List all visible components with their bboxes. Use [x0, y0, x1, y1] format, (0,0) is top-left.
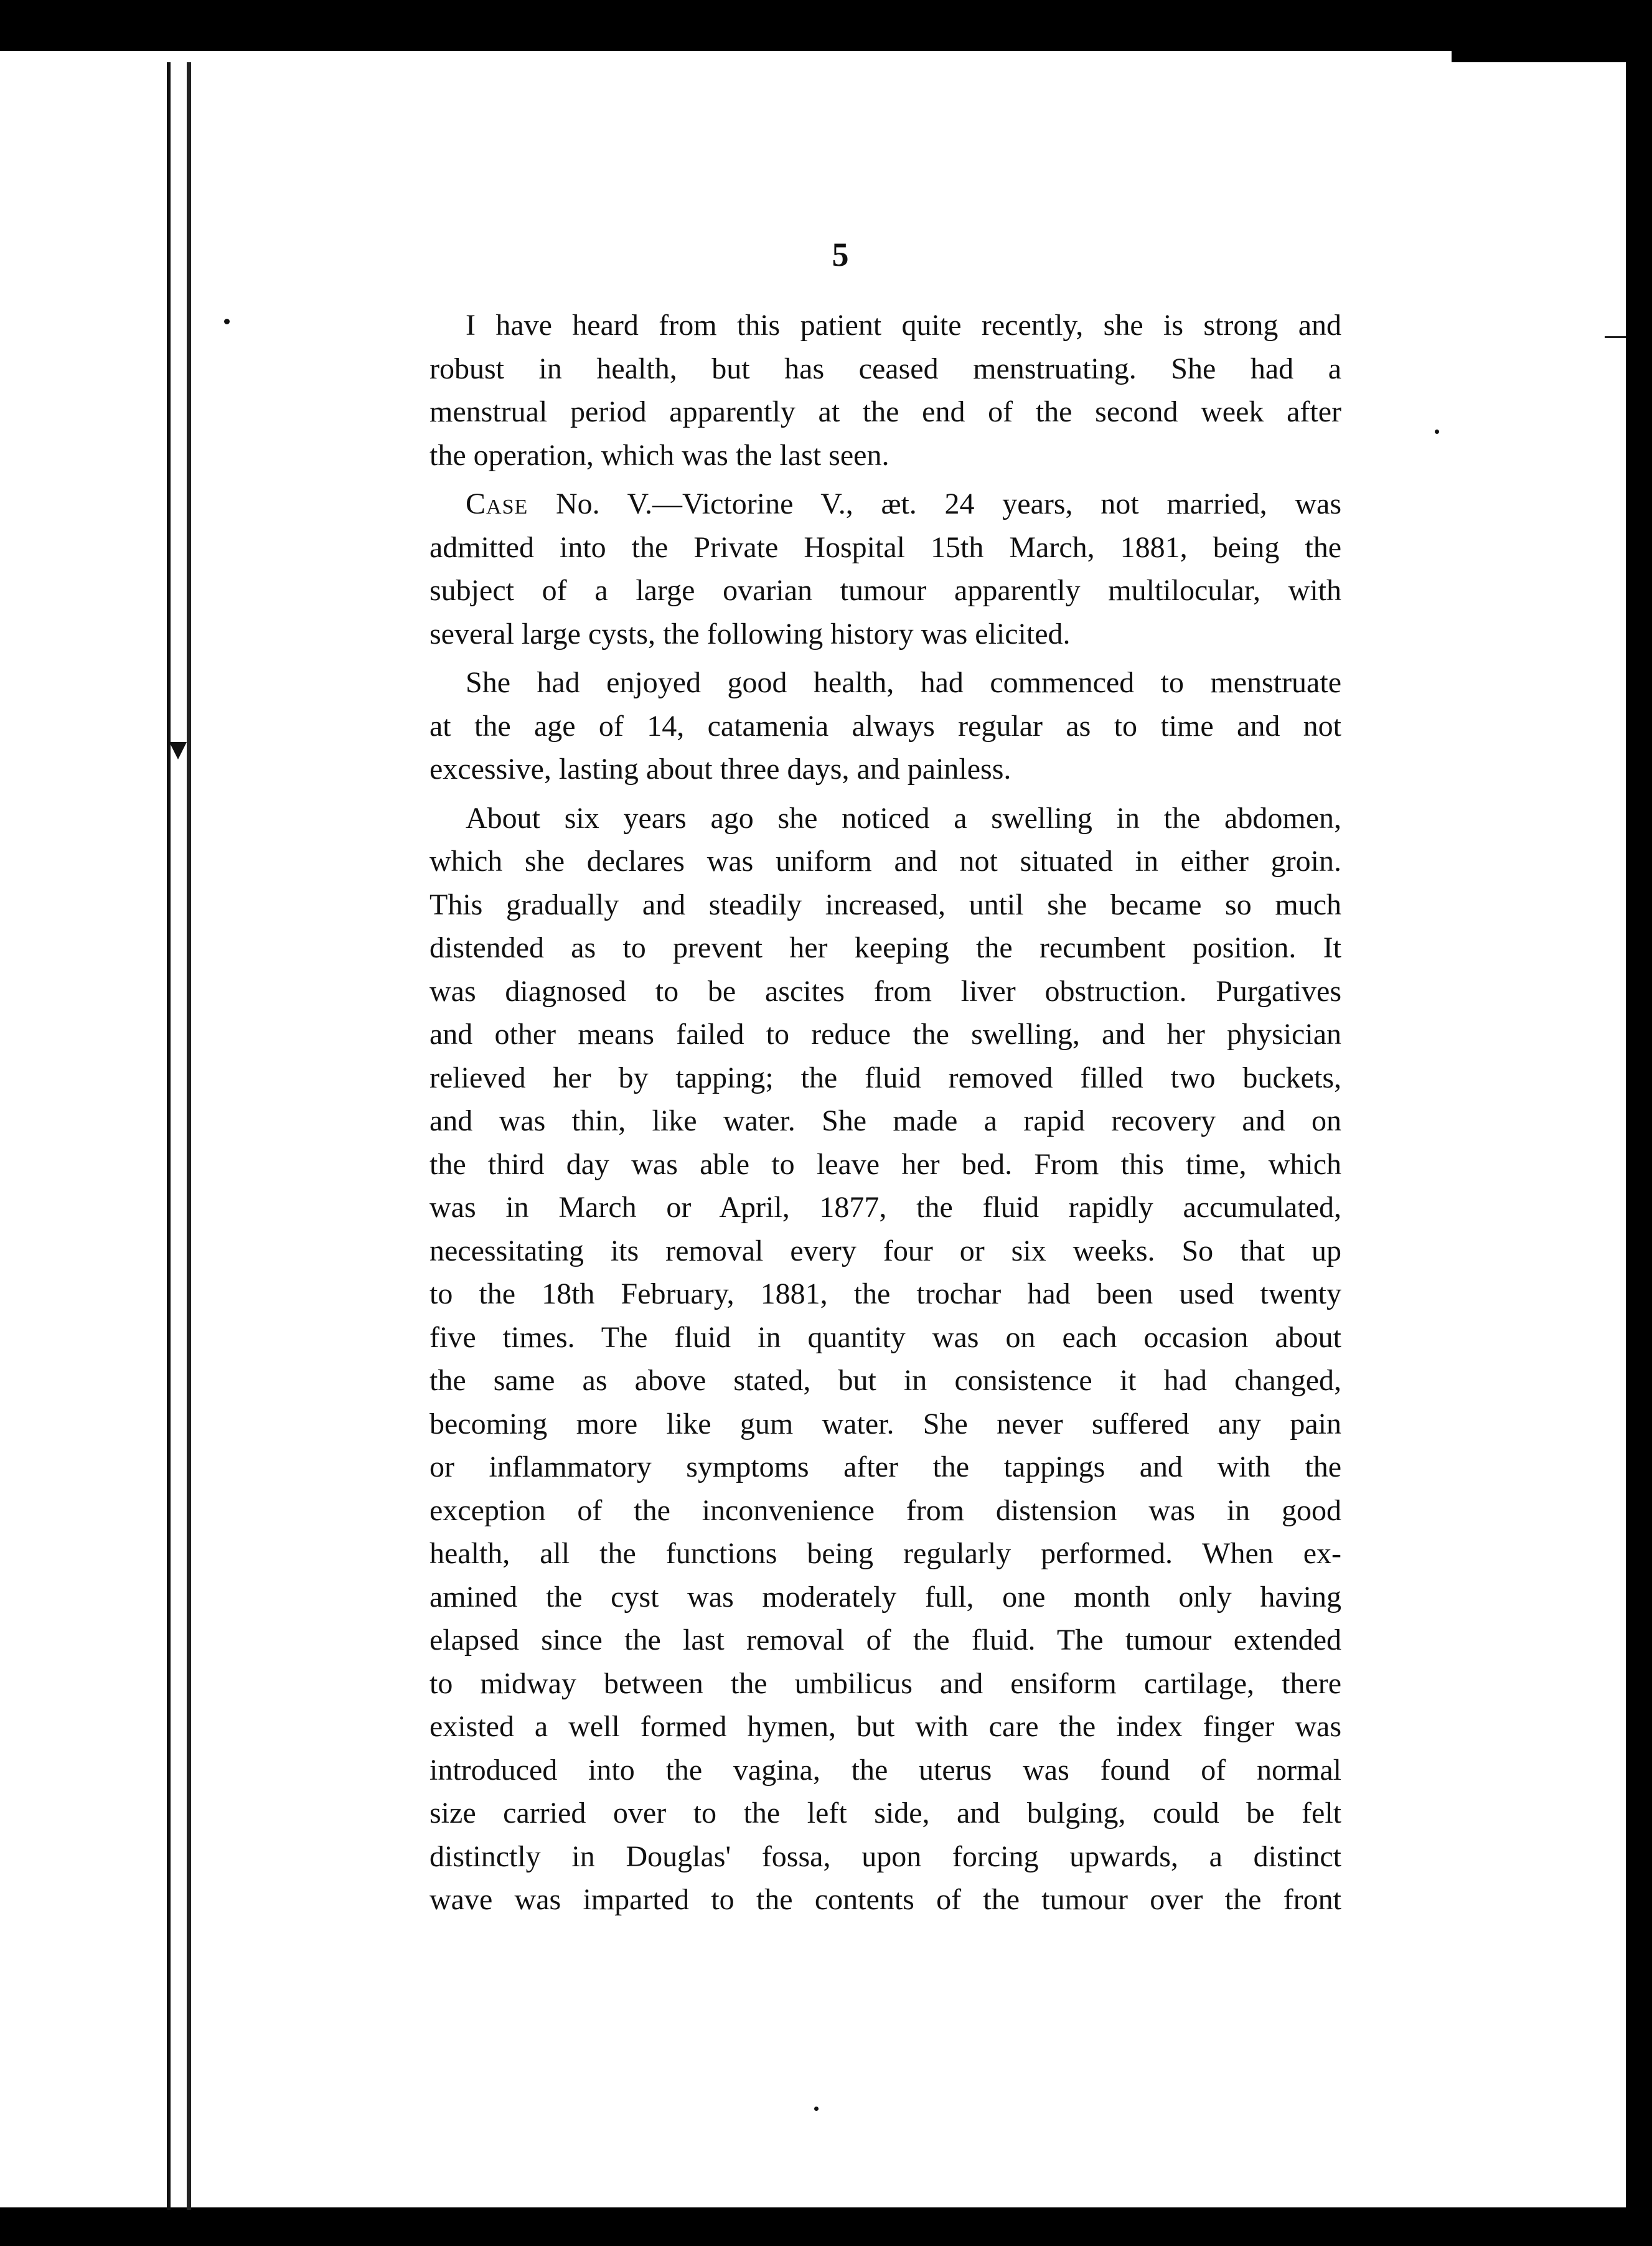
text-line: wave was imparted to the contents of the tumour over the front — [429, 1883, 1341, 1916]
margin-marker-icon — [169, 742, 187, 759]
scan-speck — [814, 2107, 819, 2111]
text-line: was in March or April, 1877, the fluid rapidly accumulated, — [429, 1191, 1341, 1224]
text-line: introduced into the vagina, the uterus was found of normal — [429, 1753, 1341, 1787]
scan-border-notch — [1452, 51, 1626, 62]
text-line: admitted into the Private Hospital 15th March, 1881, being the — [429, 530, 1341, 564]
text-line: the same as above stated, but in consistence it had changed, — [429, 1364, 1341, 1397]
text-line: size carried over to the left side, and bulging, could be felt — [429, 1797, 1341, 1830]
text-line: menstrual period apparently at the end of the second week after — [429, 395, 1341, 428]
scan-border-right — [1626, 0, 1652, 2246]
text-line: or inflammatory symptoms after the tappings and with the — [429, 1450, 1341, 1483]
text-line: the operation, which was the last seen. — [429, 438, 889, 472]
paragraph-case-five — [429, 482, 1341, 655]
text-line: She had enjoyed good health, had commenced to menstruate — [466, 666, 1341, 699]
text-line: the third day was able to leave her bed. From this time, which — [429, 1147, 1341, 1181]
text-line: distended as to prevent her keeping the recumbent position. It — [429, 931, 1341, 964]
text-line: health, all the functions being regularly performed. When ex- — [429, 1537, 1341, 1570]
page-number: 5 — [832, 236, 849, 273]
text-line: at the age of 14, catamenia always regular as to time and not — [429, 709, 1341, 743]
binding-rule-inner — [187, 62, 191, 2210]
text-line: several large cysts, the following history was elicited. — [429, 617, 1071, 651]
binding-rule-outer — [167, 62, 171, 2210]
text-line: which she declares was uniform and not situated in either groin. — [429, 845, 1341, 878]
scan-speck — [1435, 430, 1439, 434]
text-line: amined the cyst was moderately full, one month only having — [429, 1580, 1341, 1614]
text-line: was diagnosed to be ascites from liver obstruction. Purgatives — [429, 974, 1341, 1008]
text-line: five times. The fluid in quantity was on each occasion about — [429, 1320, 1341, 1354]
case-label: Case — [466, 487, 528, 520]
text-line: elapsed since the last removal of the fluid. The tumour extended — [429, 1623, 1341, 1656]
text-line: subject of a large ovarian tumour apparently multilocular, with — [429, 574, 1341, 607]
text-line: existed a well formed hymen, but with care the index finger was — [429, 1710, 1341, 1743]
paragraph-swelling-history — [429, 797, 1341, 1922]
text-line: About six years ago she noticed a swelling in the abdomen, — [466, 801, 1341, 835]
scan-border-bottom — [0, 2207, 1652, 2246]
text-line: This gradually and steadily increased, until she became so much — [429, 888, 1341, 921]
left-margin — [0, 51, 167, 2207]
text-line: and was thin, like water. She made a rapid recovery and on — [429, 1104, 1341, 1137]
text-line: I have heard from this patient quite recently, she is strong and — [466, 309, 1341, 342]
text-line: to the 18th February, 1881, the trochar had been used twenty — [429, 1277, 1341, 1310]
text-line: exception of the inconvenience from distension was in good — [429, 1493, 1341, 1527]
text-line: relieved her by tapping; the fluid removed filled two buckets, — [429, 1061, 1341, 1094]
text-line: excessive, lasting about three days, and painless. — [429, 753, 1011, 786]
paragraph-patient-follow-up — [429, 304, 1341, 477]
text-line: distinctly in Douglas' fossa, upon forcing upwards, a distinct — [429, 1840, 1341, 1873]
text-line: necessitating its removal every four or six weeks. So that up — [429, 1234, 1341, 1267]
scan-speck — [224, 319, 230, 324]
paragraph-health-history — [429, 661, 1341, 791]
text-line: to midway between the umbilicus and ensiform cartilage, there — [429, 1666, 1341, 1700]
text-line: becoming more like gum water. She never suffered any pain — [429, 1407, 1341, 1440]
text-line: robust in health, but has ceased menstruating. She had a — [429, 352, 1341, 385]
scan-border-top — [0, 0, 1652, 51]
text-line — [429, 482, 1341, 526]
case-heading-text: No. V.—Victorine V., æt. 24 years, not married, was — [528, 487, 1341, 520]
margin-tick — [1605, 336, 1626, 338]
body-text — [429, 304, 1341, 1927]
text-line: and other means failed to reduce the swelling, and her physician — [429, 1018, 1341, 1051]
